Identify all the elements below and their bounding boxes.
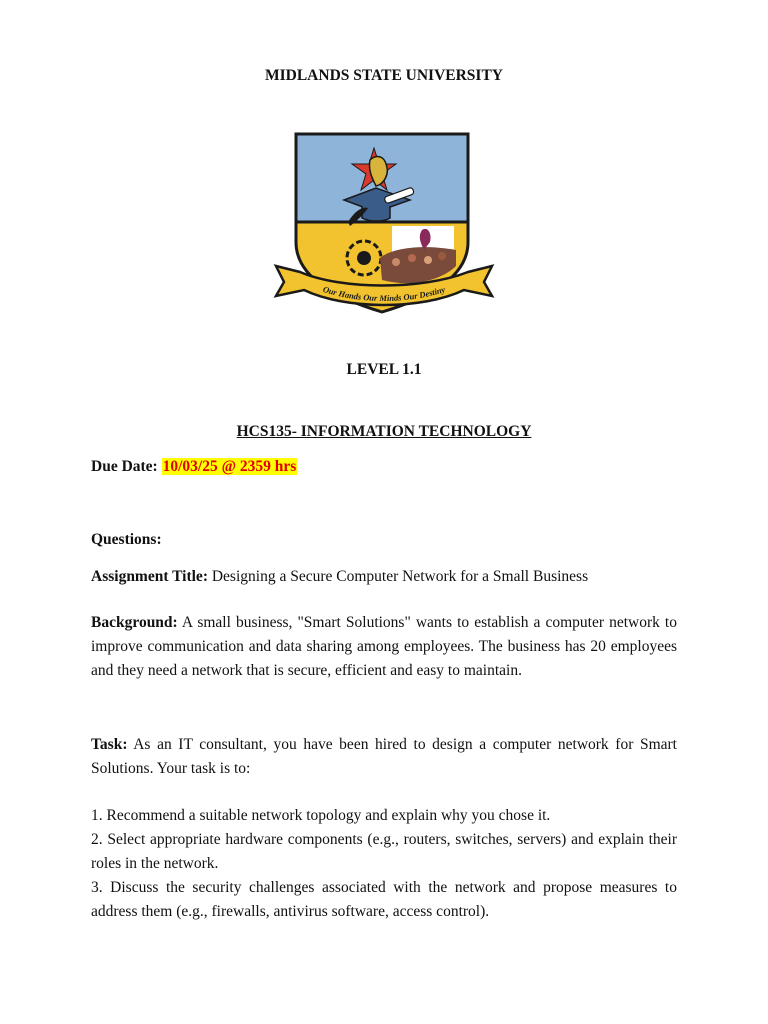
university-name: MIDLANDS STATE UNIVERSITY [264,67,503,84]
motto-text: Our Hands Our Minds Our Destiny [321,283,447,304]
task-text: As an IT consultant, you have been hired to design a computer network for Smart Solutions. Your task is to: [91,736,677,777]
task-item-1: 1. Recommend a suitable network topology and explain why you chose it. [91,807,551,824]
background-label: Background: [91,614,178,631]
task-paragraph [91,733,677,781]
assignment-title-text: Designing a Secure Computer Network for a Small Business [207,568,589,585]
due-date-value: 10/03/25 @ 2359 hrs [162,458,297,475]
background-text: A small business, "Smart Solutions" wants to establish a computer network to improve communication and data sharing among employees. The business has 20 employees and they need a network that is secure, efficient and easy to maintain. [91,614,677,679]
questions-heading: Questions: [91,531,162,548]
task-label: Task: [91,736,128,753]
task-item-3: 3. Discuss the security challenges associated with the network and propose measures to address them (e.g., firewalls, antivirus software, access control). [91,879,677,920]
due-date-line [91,455,677,479]
due-date-label: Due Date: [91,458,158,475]
university-crest-logo [272,130,496,316]
task-list [91,804,677,924]
course-title: HCS135- INFORMATION TECHNOLOGY [236,423,532,440]
assignment-title-line [91,565,677,589]
background-paragraph [91,611,677,683]
level-heading: LEVEL 1.1 [346,361,422,378]
assignment-title-label: Assignment Title: [91,568,208,585]
task-item-2: 2. Select appropriate hardware components (e.g., routers, switches, servers) and explain their roles in the network. [91,831,677,872]
